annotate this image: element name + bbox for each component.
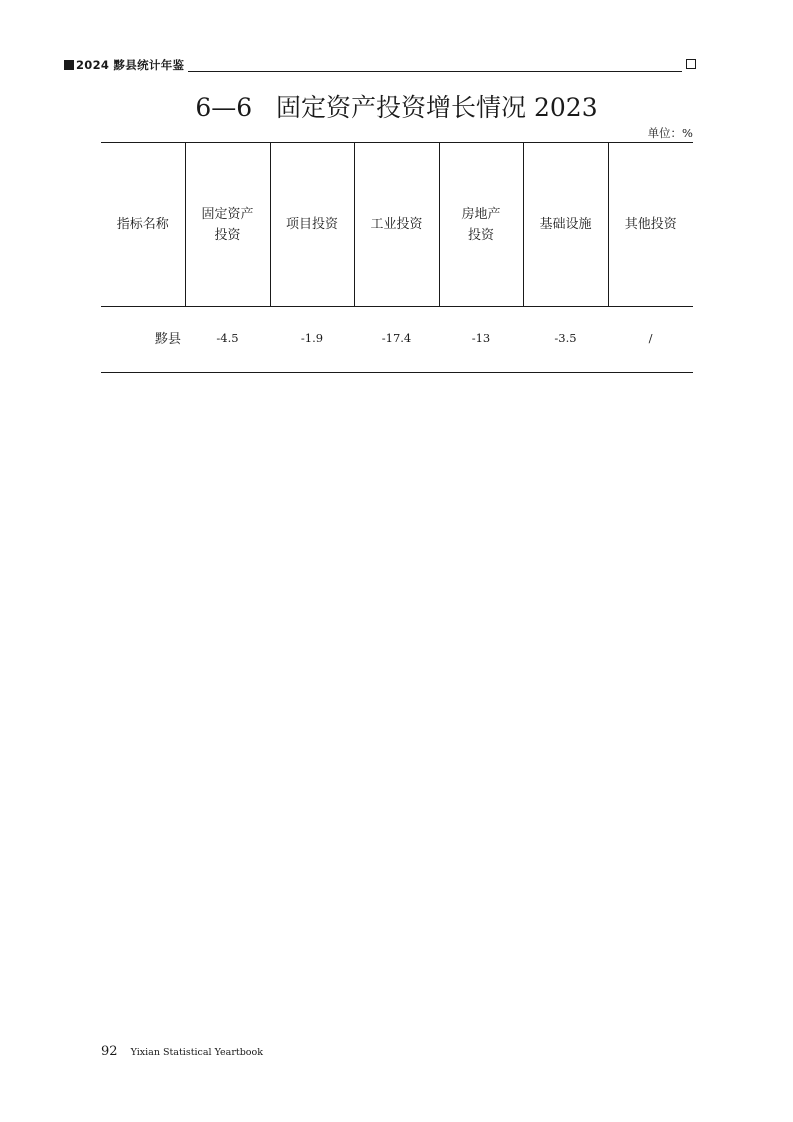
unit-label: 单位：% (647, 126, 693, 140)
header-square-icon (64, 60, 74, 70)
table-row (101, 307, 693, 373)
table-cell: -17.4 (354, 307, 439, 373)
running-header (64, 57, 696, 75)
column-header: 项目投资 (270, 143, 354, 307)
table-cell: / (608, 307, 693, 373)
series-name: Yixian Statistical Yeartbook (130, 1047, 263, 1058)
column-header: 固定资产 投资 (185, 143, 270, 307)
column-header: 基础设施 (523, 143, 608, 307)
column-header: 指标名称 (101, 143, 185, 307)
page-title: 6—6 固定资产投资增长情况 2023 (195, 93, 598, 122)
column-header: 房地产 投资 (439, 143, 523, 307)
table-cell: -1.9 (270, 307, 354, 373)
page-footer (101, 1040, 263, 1059)
header-rule (188, 71, 682, 72)
column-header: 工业投资 (354, 143, 439, 307)
table-cell: -13 (439, 307, 523, 373)
row-label: 黟县 (101, 307, 185, 373)
data-table (101, 142, 693, 373)
table-cell: -4.5 (185, 307, 270, 373)
table-cell: -3.5 (523, 307, 608, 373)
table-header-row (101, 143, 693, 307)
page-number: 92 (101, 1044, 118, 1059)
running-header-text: 2024 黟县统计年鉴 (76, 58, 185, 72)
column-header: 其他投资 (608, 143, 693, 307)
header-box-icon (686, 59, 696, 69)
